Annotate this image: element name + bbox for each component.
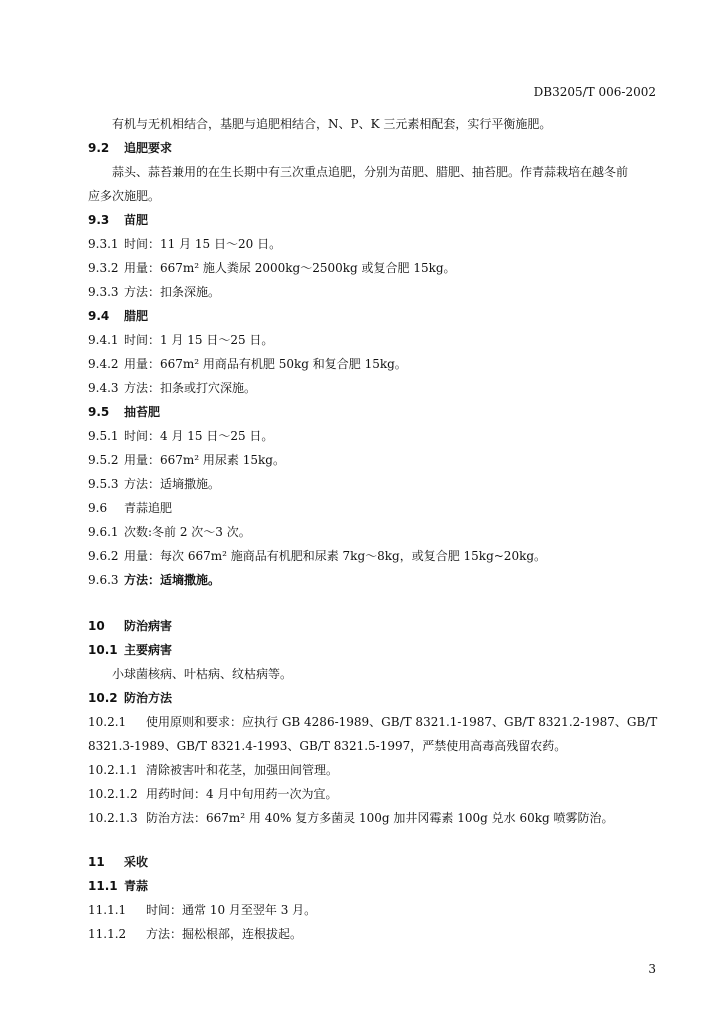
clause-text: 方法：掘松根部，连根拔起。 bbox=[146, 927, 303, 941]
section-title: 主要病害 bbox=[124, 643, 173, 657]
chapter-title: 采收 bbox=[124, 855, 149, 869]
chapter-number: 10 bbox=[88, 619, 105, 633]
paragraph-line: 蒜头、蒜苔兼用的在生长期中有三次重点追肥，分别为苗肥、腊肥、抽苔肥。作青蒜栽培在越冬前 bbox=[112, 165, 629, 179]
section-title: 青蒜 bbox=[124, 879, 149, 893]
clause-text: 清除被害叶和花茎，加强田间管理。 bbox=[146, 763, 339, 777]
section-number: 10.1 bbox=[88, 643, 118, 657]
section-number: 10.2 bbox=[88, 691, 118, 705]
clause-9-3-1 bbox=[88, 235, 281, 252]
clause-number: 9.6.1 bbox=[88, 525, 119, 539]
clause-text: 用量：667m² 施人粪尿 2000kg～2500kg 或复合肥 15kg。 bbox=[124, 261, 456, 275]
chapter-number: 11 bbox=[88, 855, 105, 869]
clause-text: 时间：11 月 15 日～20 日。 bbox=[124, 237, 282, 251]
clause-text: 方法：适墒撒施。 bbox=[124, 477, 221, 491]
section-heading-10-1 bbox=[88, 641, 172, 658]
section-number: 9.4 bbox=[88, 309, 110, 323]
clause-text: 使用原则和要求：应执行 GB 4286-1989、GB/T 8321.1-1987、GB/T 8321.2-1987、GB/T bbox=[146, 715, 658, 729]
clause-text: 次数:冬前 2 次～3 次。 bbox=[124, 525, 251, 539]
clause-9-3-2 bbox=[88, 259, 456, 276]
clause-text: 用量：667m² 用尿素 15kg。 bbox=[124, 453, 285, 467]
clause-number: 9.4.2 bbox=[88, 357, 119, 371]
clause-9-6-3 bbox=[88, 571, 220, 588]
clause-text: 用量：667m² 用商品有机肥 50kg 和复合肥 15kg。 bbox=[124, 357, 407, 371]
chapter-heading-10 bbox=[88, 617, 172, 634]
section-number: 9.2 bbox=[88, 141, 110, 155]
section-title: 抽苔肥 bbox=[124, 405, 161, 419]
section-heading-9-5 bbox=[88, 403, 160, 420]
section-number: 9.6 bbox=[88, 501, 108, 515]
clause-10-2-1-1 bbox=[88, 761, 338, 778]
clause-9-3-3 bbox=[88, 283, 220, 300]
chapter-heading-11 bbox=[88, 853, 148, 870]
clause-number: 10.2.1.1 bbox=[88, 763, 138, 777]
clause-text: 防治方法：667m² 用 40% 复方多菌灵 100g 加井冈霉素 100g 兑水 60kg 喷雾防治。 bbox=[146, 811, 614, 825]
clause-number: 9.4.1 bbox=[88, 333, 119, 347]
clause-number: 9.5.1 bbox=[88, 429, 119, 443]
clause-text: 方法：适墒撒施。 bbox=[124, 573, 221, 587]
clause-10-2-1 bbox=[88, 713, 657, 730]
section-heading-11-1 bbox=[88, 877, 148, 894]
clause-text: 方法：扣条或打穴深施。 bbox=[124, 381, 257, 395]
clause-number: 9.3.3 bbox=[88, 285, 119, 299]
section-number: 9.3 bbox=[88, 213, 110, 227]
clause-text: 方法：扣条深施。 bbox=[124, 285, 221, 299]
clause-number: 9.3.2 bbox=[88, 261, 119, 275]
document-code: DB3205/T 006-2002 bbox=[533, 85, 656, 99]
section-number: 11.1 bbox=[88, 879, 118, 893]
clause-10-2-1-3 bbox=[88, 809, 614, 826]
paragraph-line: 小球菌核病、叶枯病、纹枯病等。 bbox=[112, 667, 293, 681]
section-title: 青蒜追肥 bbox=[124, 501, 173, 515]
clause-number: 11.1.2 bbox=[88, 927, 127, 941]
clause-number: 9.6.3 bbox=[88, 573, 119, 587]
clause-number: 10.2.1 bbox=[88, 715, 127, 729]
clause-number: 10.2.1.2 bbox=[88, 787, 138, 801]
section-title: 追肥要求 bbox=[124, 141, 173, 155]
chapter-title: 防治病害 bbox=[124, 619, 173, 633]
section-heading-9-2 bbox=[88, 139, 172, 156]
paragraph-line: 8321.3-1989、GB/T 8321.4-1993、GB/T 8321.5-1997，严禁使用高毒高残留农药。 bbox=[88, 739, 567, 753]
section-title: 苗肥 bbox=[124, 213, 149, 227]
clause-9-5-2 bbox=[88, 451, 285, 468]
clause-number: 9.3.1 bbox=[88, 237, 119, 251]
clause-number: 10.2.1.3 bbox=[88, 811, 138, 825]
section-title: 腊肥 bbox=[124, 309, 149, 323]
clause-11-1-2 bbox=[88, 925, 302, 942]
clause-number: 9.6.2 bbox=[88, 549, 119, 563]
section-heading-10-2 bbox=[88, 689, 172, 706]
clause-9-6-1 bbox=[88, 523, 251, 540]
clause-number: 11.1.1 bbox=[88, 903, 127, 917]
clause-text: 时间：通常 10 月至翌年 3 月。 bbox=[146, 903, 317, 917]
paragraph-line: 应多次施肥。 bbox=[88, 189, 161, 203]
clause-9-4-3 bbox=[88, 379, 256, 396]
clause-number: 9.4.3 bbox=[88, 381, 119, 395]
clause-10-2-1-2 bbox=[88, 785, 337, 802]
clause-9-4-1 bbox=[88, 331, 273, 348]
clause-number: 9.5.3 bbox=[88, 477, 119, 491]
section-heading-9-3 bbox=[88, 211, 148, 228]
clause-9-5-3 bbox=[88, 475, 220, 492]
clause-9-6-2 bbox=[88, 547, 546, 564]
clause-11-1-1 bbox=[88, 901, 316, 918]
section-heading-9-6 bbox=[88, 499, 172, 516]
page-number: 3 bbox=[648, 962, 656, 976]
clause-9-4-2 bbox=[88, 355, 407, 372]
clause-number: 9.5.2 bbox=[88, 453, 119, 467]
clause-text: 用量：每次 667m² 施商品有机肥和尿素 7kg～8kg，或复合肥 15kg~20kg。 bbox=[124, 549, 547, 563]
clause-text: 时间：1 月 15 日～25 日。 bbox=[124, 333, 274, 347]
clause-text: 时间：4 月 15 日～25 日。 bbox=[124, 429, 274, 443]
paragraph-line: 有机与无机相结合，基肥与追肥相结合，N、P、K 三元素相配套，实行平衡施肥。 bbox=[112, 117, 552, 131]
section-heading-9-4 bbox=[88, 307, 148, 324]
section-title: 防治方法 bbox=[124, 691, 173, 705]
section-number: 9.5 bbox=[88, 405, 110, 419]
clause-text: 用药时间：4 月中旬用药一次为宜。 bbox=[146, 787, 338, 801]
clause-9-5-1 bbox=[88, 427, 273, 444]
